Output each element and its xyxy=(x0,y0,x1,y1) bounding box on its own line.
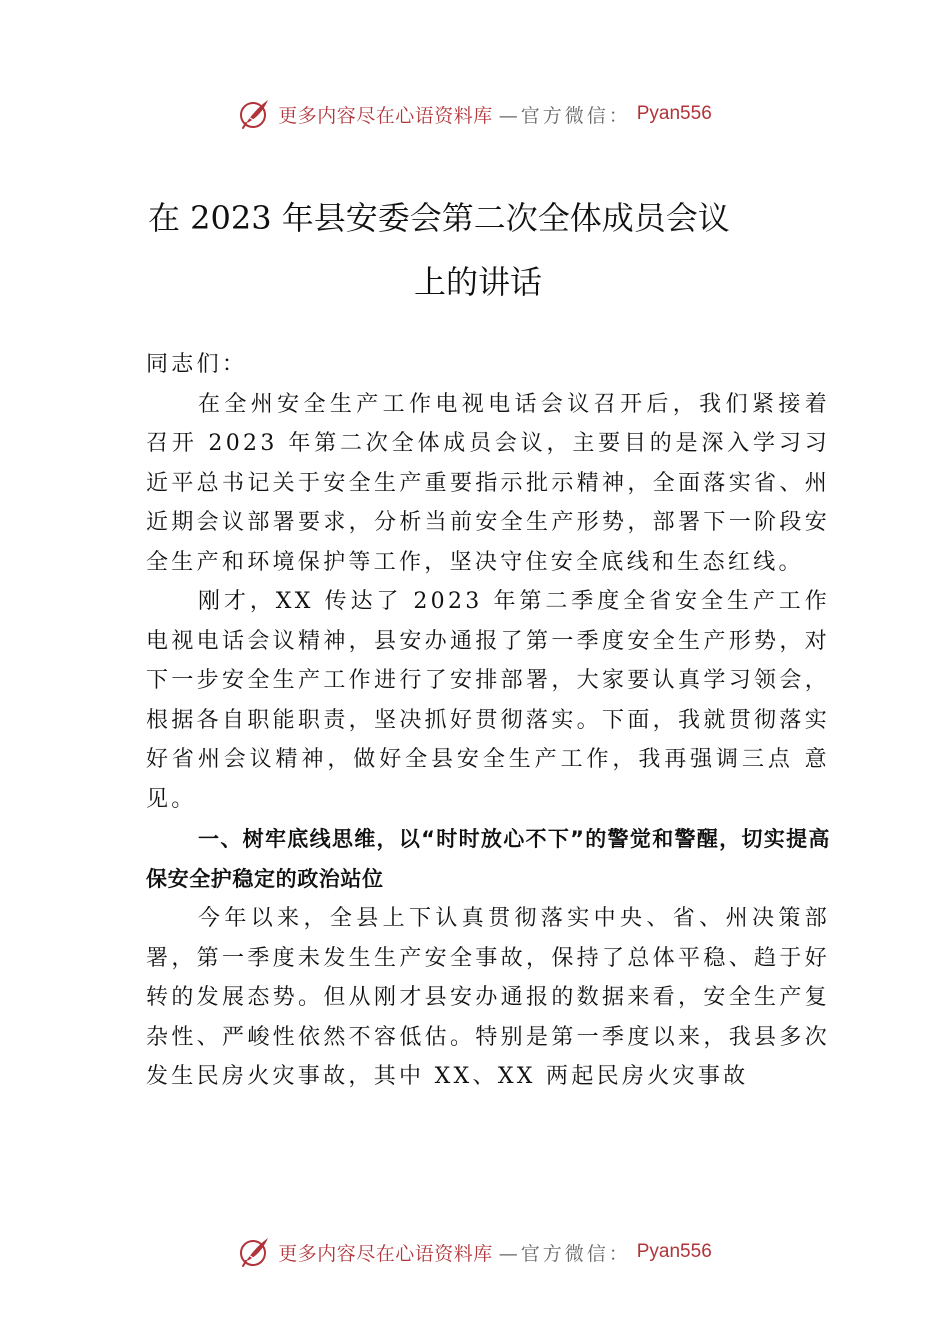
watermark-title: 更多内容尽在心语资料库 xyxy=(278,1242,493,1265)
watermark-dash-label: —官方微信： xyxy=(498,104,631,127)
document-body xyxy=(146,345,830,1097)
quill-pen-logo-icon xyxy=(238,97,272,131)
title-line-2: 上的讲话 xyxy=(413,263,542,301)
section-heading-1: 一、树牢底线思维，以“时时放心不下”的警觉和警醒，切实提高保安全护稳定的政治站位 xyxy=(146,827,830,891)
title-line-1: 在 2023 年县安委会第二次全体成员会议 xyxy=(148,199,730,237)
quill-pen-logo-icon xyxy=(238,1235,272,1269)
salutation: 同志们： xyxy=(146,352,248,377)
watermark-banner-top xyxy=(0,94,950,134)
paragraph-2: 刚才，XX 传达了 2023 年第二季度全省安全生产工作电视电话会议精神，县安办通报了第一季度安全生产形势，对下一步安全生产工作进行了安排部署，大家要认真学习领会，根据各自职能职责，坚决抓好贯彻落实。下面，我就贯彻落实好省州会议精神，做好全县安全生产工作，我再强调三点 意见。 xyxy=(146,589,830,812)
watermark-banner-bottom xyxy=(0,1232,950,1272)
watermark-dash-label: —官方微信： xyxy=(498,1242,631,1265)
paragraph-1: 在全州安全生产工作电视电话会议召开后，我们紧接着召开 2023 年第二次全体成员会议，主要目的是深入学习习近平总书记关于安全生产重要指示批示精神，全面落实省、州近期会议部署要求，分析当前安全生产形势，部署下一阶段安全生产和环境保护等工作，坚决守住安全底线和生态红线。 xyxy=(146,391,830,575)
watermark-title: 更多内容尽在心语资料库 xyxy=(278,104,493,127)
paragraph-3: 今年以来，全县上下认真贯彻落实中央、省、州决策部署，第一季度未发生生产安全事故，保持了总体平稳、趋于好转的发展态势。但从刚才县安办通报的数据来看，安全生产复杂性、严峻性依然不容低估。特别是第一季度以来，我县多次发生民房火灾事故，其中 XX、XX 两起民房火灾事故 xyxy=(146,906,830,1089)
watermark-wechat-id: Pyan556 xyxy=(636,1241,712,1262)
watermark-wechat-id: Pyan556 xyxy=(636,103,712,124)
document-title xyxy=(148,186,828,314)
